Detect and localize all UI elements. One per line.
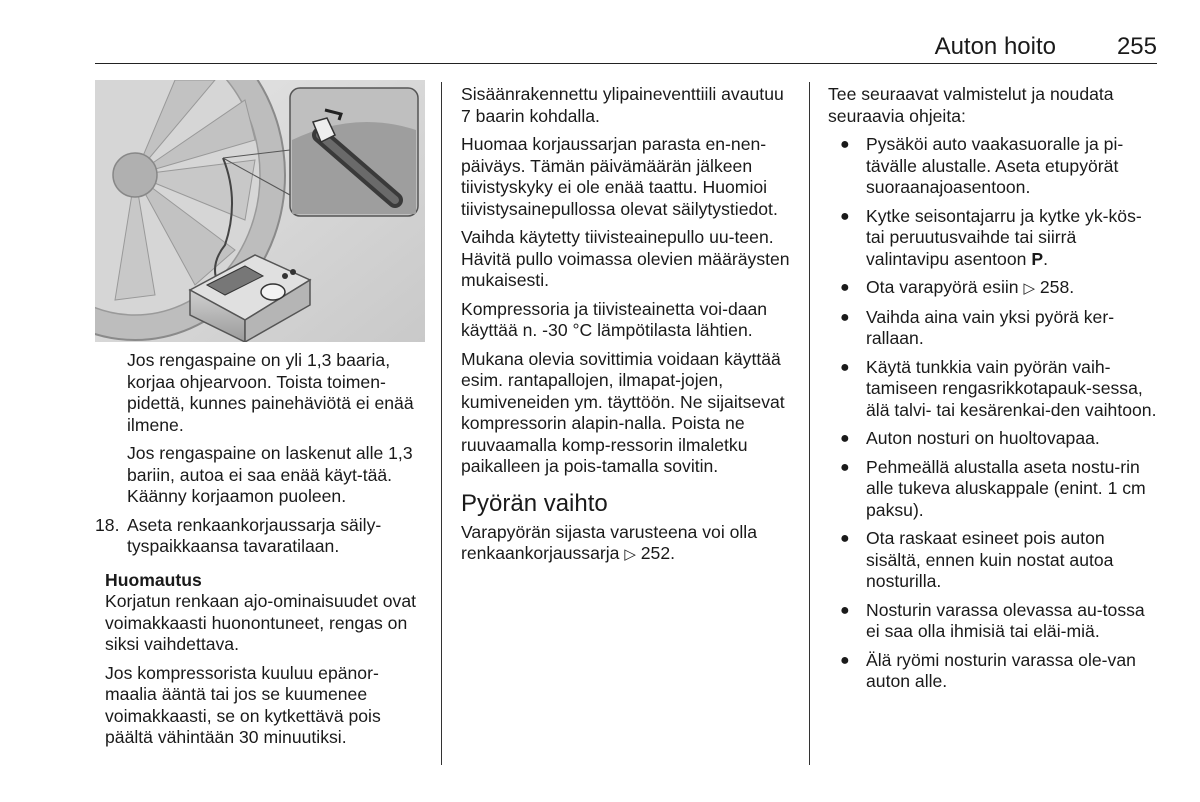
list-item [828,428,1158,450]
intro-paragraph: Tee seuraavat valmistelut ja noudata seuraavia ohjeita: [828,84,1114,126]
list-item-text: Pehmeällä alustalla aseta nostu-rin alle tukeva aluskappale (enint. 1 cm paksu). [866,456,1146,520]
list-item [828,600,1158,643]
page-reference-icon: ▷ [1023,280,1035,297]
bullet-icon: ● [840,651,850,669]
page-header [95,30,1157,64]
step-number: 18. [95,514,120,535]
list-item-text: Nosturin varassa olevassa au-tossa ei saa olla ihmisiä tai eläi-miä. [866,599,1145,641]
list-item [828,277,1158,300]
list-item-text: Pysäköi auto vaakasuoralle ja pi-tävälle alustalle. Aseta etupyörät suoraanajoasentoon. [866,134,1124,197]
list-item-text [866,277,1158,300]
gear-position-label: P [1031,248,1044,269]
bullet-icon: ● [840,530,850,547]
text-segment: Ota varapyörä esiin [866,277,1019,297]
page-reference-icon: ▷ [624,546,636,563]
bullet-icon: ● [840,279,850,296]
note-paragraph: Jos kompressorista kuuluu epänor-maalia ääntä tai jos se kuumenee voimakkaasti, se on kytkettävä pois päältä vähintään 30 minuutiksi. [105,662,381,747]
paragraph: Sisäänrakennettu ylipaineventtiili avautuu 7 baarin kohdalla. [461,84,784,126]
list-item-text: Vaihda aina vain yksi pyörä ker-rallaan. [866,306,1115,348]
column-1 [95,80,425,756]
list-item-text: Käytä tunkkia vain pyörän vaih-tamiseen rengasrikkotapauk-sessa, älä talvi- tai kesärenkai-den vaihtoon. [866,356,1157,420]
list-item [828,357,1158,422]
text-segment: . [1043,248,1048,269]
bullet-icon: ● [840,308,850,326]
bullet-icon: ● [840,207,850,225]
paragraph [461,522,791,566]
bullet-icon: ● [840,601,850,619]
tire-repair-kit-illustration [95,80,425,342]
bullet-icon: ● [840,358,850,376]
paragraph: Mukana olevia sovittimia voidaan käyttää esim. rantapallojen, ilmapat-jojen, kumiveneiden ym. täyttöön. Ne sijaitsevat kompressorin alapin-nalla. Poista ne ruuvaamalla komp-ressorin ilmaletku paikalleen ja pois-tamalla sovitin. [461,348,785,476]
bullet-icon: ● [840,136,850,153]
list-item [828,134,1158,199]
column-divider [809,82,810,765]
paragraph: Jos rengaspaine on laskenut alle 1,3 bariin, autoa ei saa enää käyt-tää. Käänny korjaamon puoleen. [127,443,413,506]
text-segment: Kytke seisontajarru ja kytke yk-kös- tai peruutusvaihde tai siirrä valintavipu asentoon [866,205,1142,269]
page-reference-link[interactable]: 252. [640,543,676,563]
list-item [828,528,1158,593]
list-item [828,650,1158,693]
page-reference-link[interactable]: 258. [1039,277,1075,297]
paragraph: Kompressoria ja tiivisteainetta voi-daan käyttää n. -30 °C lämpötilasta lähtien. [461,298,768,340]
list-item [828,206,1158,271]
paragraph: Vaihda käytetty tiivisteainepullo uu-teen. Hävitä pullo voimassa olevien määräysten mukaisesti. [461,227,790,290]
paragraph-text: Varapyörän sijasta varusteena voi olla renkaankorjaussarja [461,521,758,563]
list-item [828,457,1158,522]
paragraph: Huomaa korjaussarjan parasta en-nen-päiväys. Tämän päivämäärän jälkeen tiivistyskyky ei ole enää taattu. Huomioi tiivistysainepullossa olevat säilytystiedot. [461,134,778,219]
note-paragraph: Korjatun renkaan ajo-ominaisuudet ovat voimakkaasti huonontuneet, rengas on siksi vaihdettava. [105,591,417,654]
column-3 [828,84,1158,700]
list-item [828,307,1158,350]
list-item-text [866,206,1158,271]
note-title: Huomautus [105,569,202,590]
list-item-text: Älä ryömi nosturin varassa ole-van auton alle. [866,649,1136,691]
section-heading: Pyörän vaihto [461,489,608,517]
step-text: Aseta renkaankorjaussarja säily-tyspaikkaansa tavaratilaan. [127,514,382,556]
column-2 [461,84,791,573]
page-number: 255 [1116,33,1157,60]
valve-detail-inset [290,88,418,216]
bullet-icon: ● [840,430,850,447]
list-item-text: Ota raskaat esineet pois auton sisältä, ennen kuin nostat autoa nosturilla. [866,528,1114,591]
column-divider [441,82,442,765]
step-18 [95,515,425,558]
section-title: Auton hoito [934,33,1056,60]
list-item-text: Auton nosturi on huoltovapaa. [866,428,1100,448]
bullet-icon: ● [840,458,850,476]
paragraph: Jos rengaspaine on yli 1,3 baaria, korjaa ohjearvoon. Toista toimen-pidettä, kunnes painehäviötä ei enää ilmene. [127,350,414,435]
